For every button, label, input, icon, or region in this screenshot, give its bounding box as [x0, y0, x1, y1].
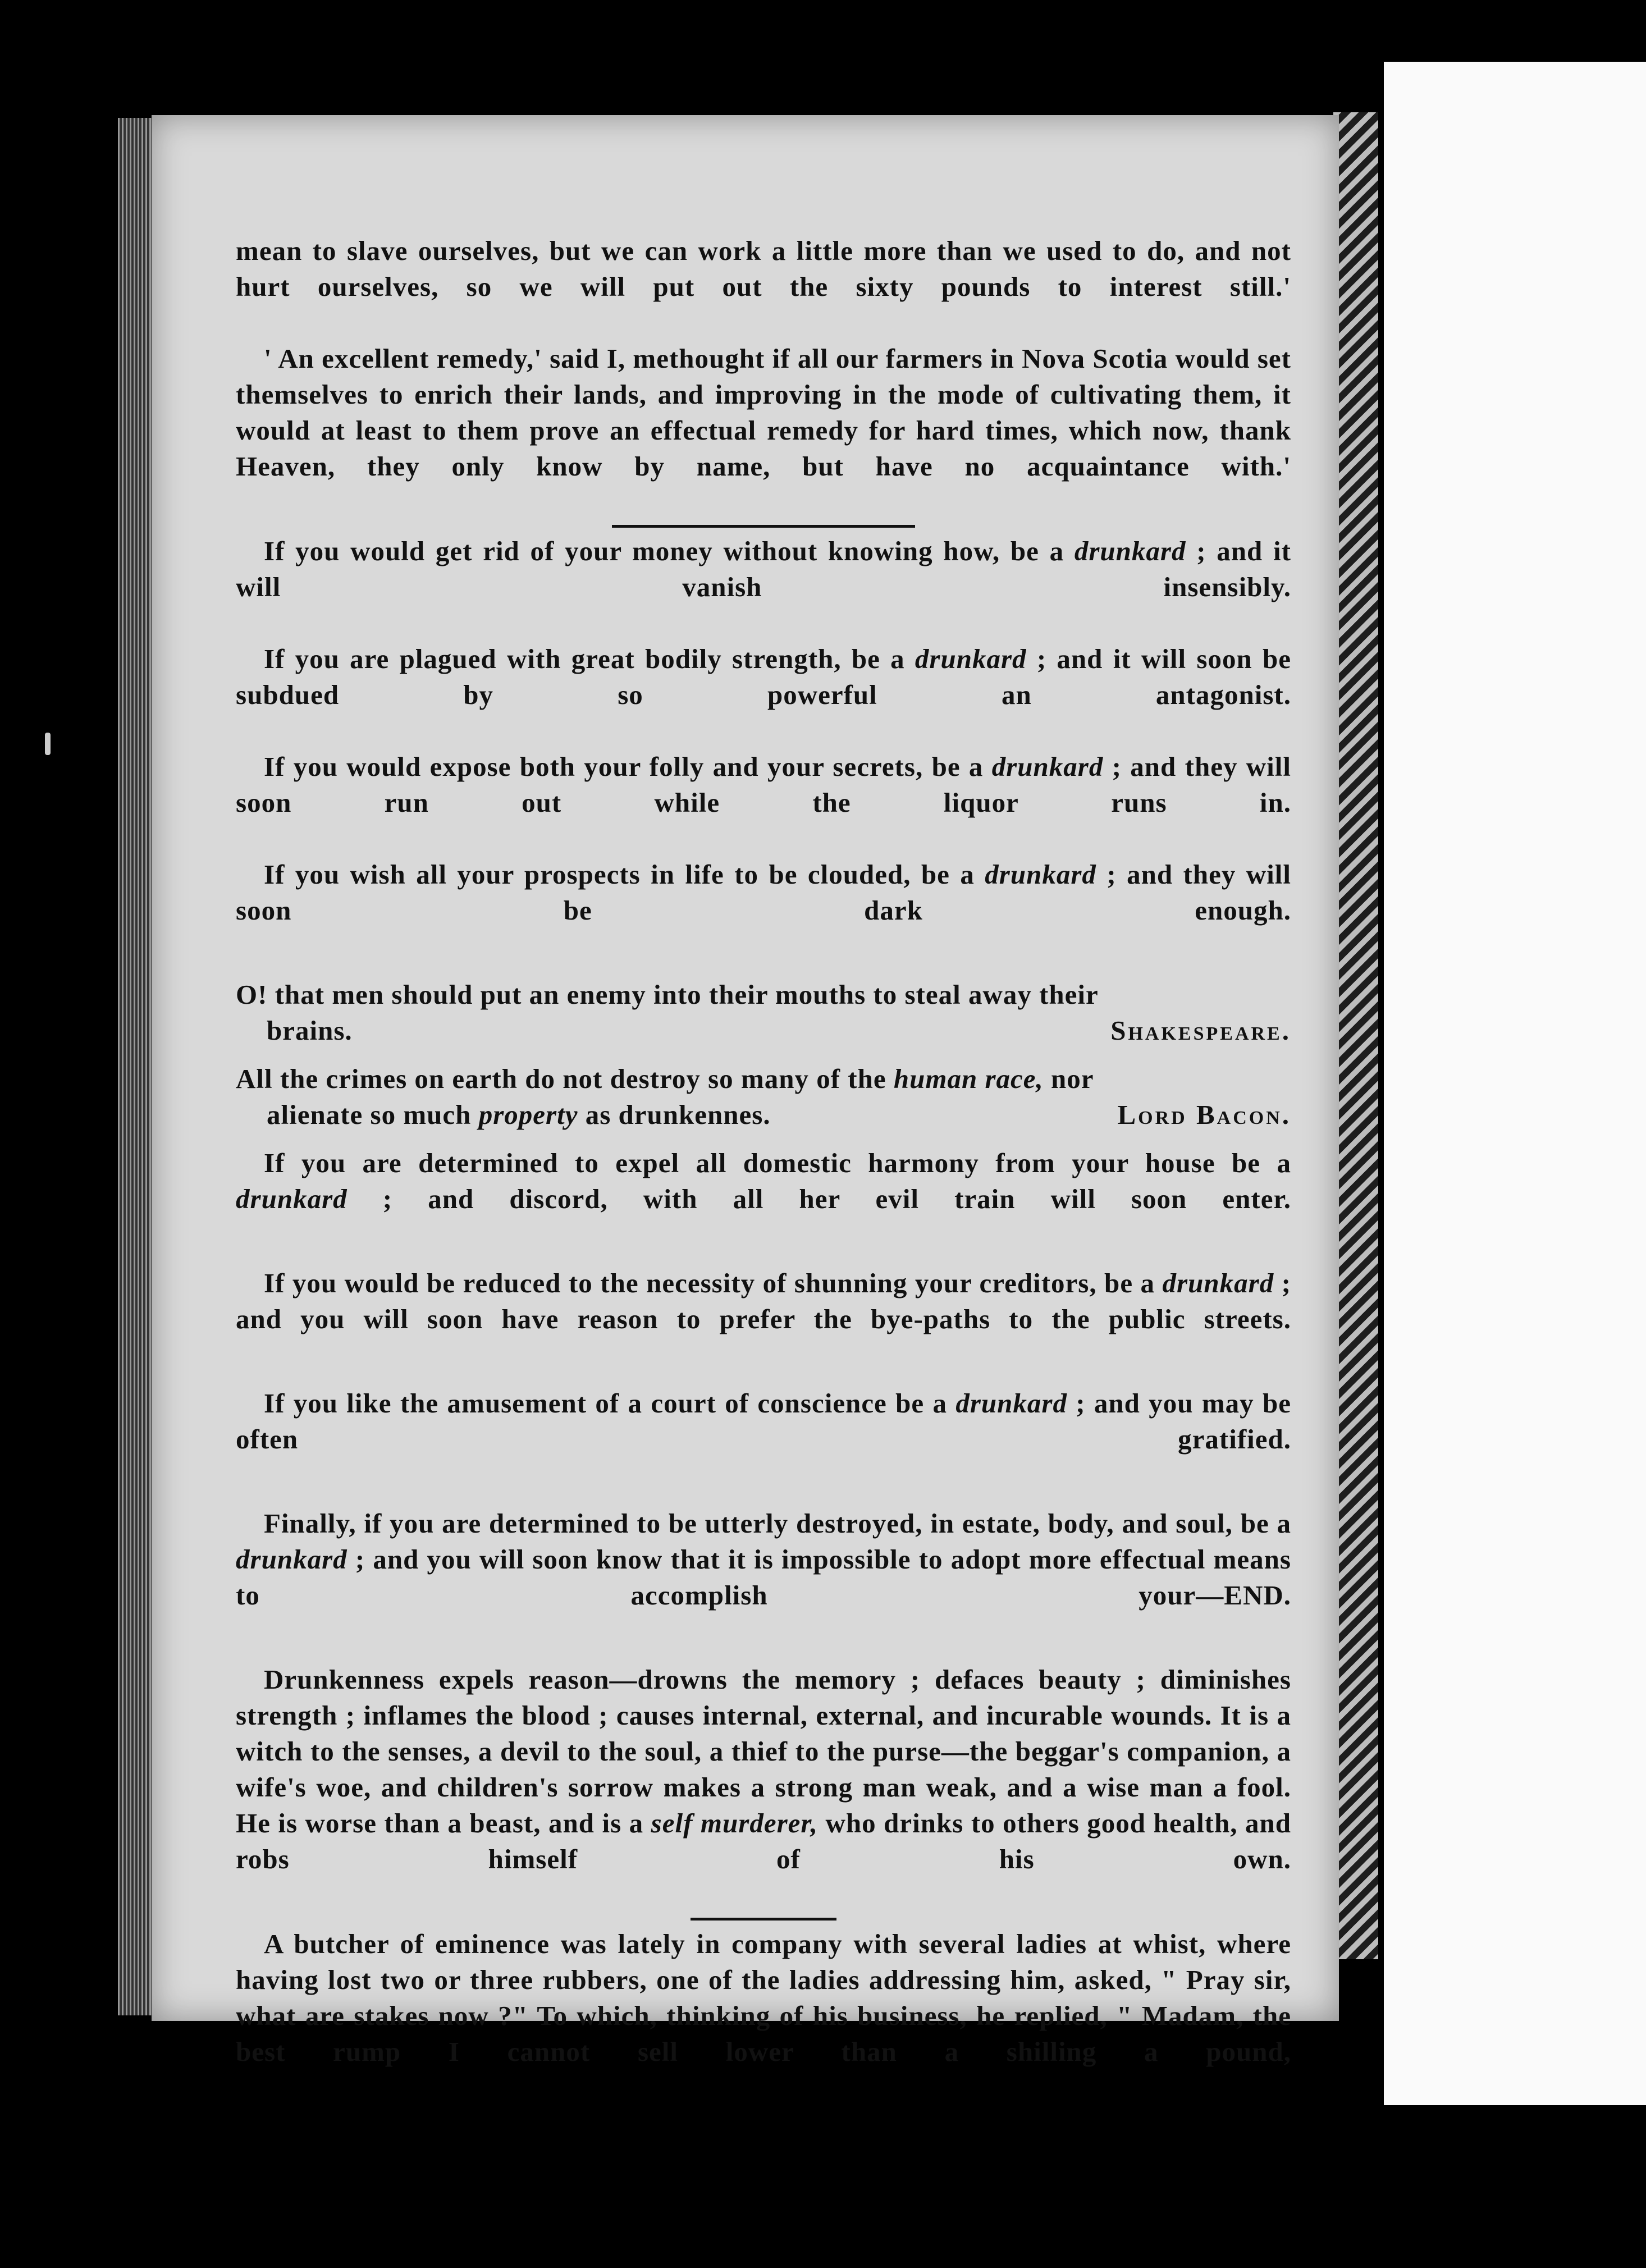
page-spine: [118, 118, 152, 2015]
quote-line: alienate so much property as drunkennes.: [267, 1099, 771, 1130]
bacon-quote: [236, 1061, 1291, 1133]
stray-mark: [45, 733, 51, 755]
section-rule: [612, 525, 915, 528]
quote-author: Shakespeare.: [1110, 1015, 1291, 1046]
drunkard-paragraph: If you would be reduced to the necessity of shunning your creditors, be a drunkard ; and you will soon have reason to prefer the bye-paths to the public streets.: [236, 1268, 1291, 1334]
butcher-anecdote: A butcher of eminence was lately in company with several ladies at whist, where having lost two or three rubbers, one of the ladies addressing him, asked, " Pray sir, what are stakes now ?" To which, thinking of his business, he replied, " Madam, the best rump I cannot sell lower than a shilling a pound,: [236, 1928, 1291, 2067]
book-page: [152, 115, 1339, 2067]
quote-line: brains.: [267, 1015, 353, 1046]
drunkenness-paragraph: Drunkenness expels reason—drowns the memory ; defaces beauty ; diminishes strength ; inflames the blood ; causes internal, external, and incurable wounds. It is a witch to the senses, a devil to the soul, a thief to the purse—the beggar's companion, a wife's woe, and children's sorrow makes a strong man weak, and a wise man a fool. He is worse than a beast, and is a self murderer, who drinks to others good health, and robs himself of his own.: [236, 1664, 1292, 1874]
shakespeare-quote: [236, 977, 1291, 1049]
drunkard-paragraph: If you would get rid of your money without knowing how, be a drunkard ; and it will vanish insensibly.: [236, 536, 1291, 602]
drunkard-paragraph: If you like the amusement of a court of conscience be a drunkard ; and you may be often gratified.: [236, 1388, 1291, 1455]
drunkard-paragraph: Finally, if you are determined to be utterly destroyed, in estate, body, and soul, be a drunkard ; and you will soon know that it is impossible to adopt more effectual means to accomplish your—END.: [236, 1508, 1291, 1611]
quote-line: O! that men should put an enemy into their mouths to steal away their: [236, 979, 1099, 1010]
drunkard-paragraph: If you would expose both your folly and your secrets, be a drunkard ; and they will soon run out while the liquor runs in.: [236, 751, 1291, 818]
quote-author: Lord Bacon.: [1117, 1099, 1291, 1130]
section-rule: [691, 1918, 836, 1921]
drunkard-paragraph: If you are determined to expel all domestic harmony from your house be a drunkard ; and discord, with all her evil train will soon enter.: [236, 1147, 1291, 1214]
page-text: [236, 233, 1291, 2106]
page-edge: [1333, 112, 1378, 1959]
drunkard-paragraph: If you wish all your prospects in life to be clouded, be a drunkard ; and they will soon be dark enough.: [236, 859, 1291, 926]
remedy-paragraph: ' An excellent remedy,' said I, methought if all our farmers in Nova Scotia would set themselves to enrich their lands, and improving in the mode of cultivating them, it would at least to them prove an effectual remedy for hard times, which now, thank Heaven, they only know by name, but have no acquaintance with.': [236, 343, 1291, 482]
continuation-paragraph: mean to slave ourselves, but we can work a little more than we used to do, and not hurt ourselves, so we will put out the sixty pounds to interest still.': [236, 235, 1291, 302]
drunkard-paragraph: If you are plagued with great bodily strength, be a drunkard ; and it will soon be subdued by so powerful an antagonist.: [236, 643, 1291, 710]
quote-line: All the crimes on earth do not destroy so many of the human race, nor: [236, 1063, 1094, 1094]
blank-margin-strip: [1384, 62, 1646, 2105]
